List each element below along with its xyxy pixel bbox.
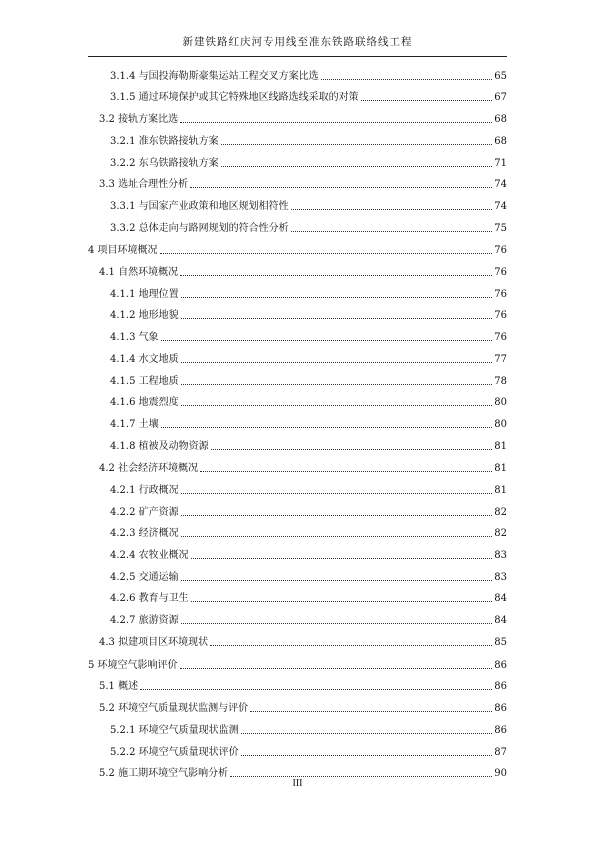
- toc-dot-leader: [140, 688, 492, 690]
- toc-dot-leader: [181, 317, 493, 319]
- toc-entry[interactable]: [88, 549, 507, 562]
- toc-entry[interactable]: [88, 331, 507, 344]
- toc-entry[interactable]: [88, 70, 507, 83]
- toc-entry-page: 86: [494, 660, 507, 671]
- toc-dot-leader: [181, 361, 493, 363]
- toc-entry[interactable]: [88, 266, 507, 279]
- toc-dot-leader: [181, 296, 493, 298]
- toc-entry[interactable]: [88, 592, 507, 605]
- toc-entry-label: 3.3.2 总体走向与路网规划的符合性分析: [110, 223, 289, 234]
- toc-entry[interactable]: [88, 484, 507, 497]
- toc-entry-page: 86: [494, 681, 507, 692]
- toc-entry[interactable]: [88, 353, 507, 366]
- toc-entry-label: 4.1.8 植被及动物资源: [110, 441, 209, 452]
- toc-entry[interactable]: [88, 91, 507, 104]
- toc-dot-leader: [221, 143, 493, 145]
- toc-entry[interactable]: [88, 178, 507, 191]
- toc-entry[interactable]: [88, 702, 507, 715]
- toc-entry[interactable]: [88, 746, 507, 759]
- toc-entry-page: 90: [494, 768, 507, 779]
- toc-dot-leader: [181, 535, 493, 537]
- toc-dot-leader: [211, 448, 493, 450]
- toc-entry-label: 5.2 施工期环境空气影响分析: [99, 768, 229, 779]
- toc-entry-label: 4.2.1 行政概况: [110, 485, 179, 496]
- toc-entry-page: 86: [494, 725, 507, 736]
- toc-entry-page: 76: [494, 310, 507, 321]
- toc-dot-leader: [230, 775, 492, 777]
- toc-entry-label: 5.1 概述: [99, 681, 139, 692]
- toc-entry-page: 84: [494, 615, 507, 626]
- toc-entry-label: 4.1.1 地理位置: [110, 289, 179, 300]
- toc-entry-label: 5.2 环境空气质量现状监测与评价: [99, 703, 249, 714]
- toc-entry[interactable]: [88, 462, 507, 475]
- toc-entry[interactable]: [88, 506, 507, 519]
- toc-entry-page: 68: [494, 136, 507, 147]
- toc-dot-leader: [161, 339, 493, 341]
- toc-entry-page: 81: [494, 441, 507, 452]
- toc-dot-leader: [321, 78, 493, 80]
- header-rule: [88, 56, 507, 57]
- toc-entry-page: 74: [494, 179, 507, 190]
- toc-entry-label: 3.2 接轨方案比选: [99, 114, 179, 125]
- toc-entry[interactable]: [88, 157, 507, 170]
- toc-entry-label: 5.2.1 环境空气质量现状监测: [110, 725, 239, 736]
- toc-entry-label: 3.2.2 东乌铁路接轨方案: [110, 158, 219, 169]
- toc-entry[interactable]: [88, 636, 507, 649]
- toc-entry-label: 4.2 社会经济环境概况: [99, 463, 199, 474]
- toc-dot-leader: [210, 644, 492, 646]
- toc-entry-label: 4.1.7 土壤: [110, 419, 159, 430]
- toc-entry[interactable]: [88, 288, 507, 301]
- toc-entry-page: 71: [494, 158, 507, 169]
- toc-entry[interactable]: [88, 113, 507, 126]
- toc-entry-label: 4.2.4 农牧业概况: [110, 550, 189, 561]
- toc-entry-page: 75: [494, 223, 507, 234]
- toc-entry[interactable]: [88, 614, 507, 627]
- toc-entry-page: 86: [494, 703, 507, 714]
- toc-entry-page: 67: [494, 92, 507, 103]
- toc-entry[interactable]: [88, 418, 507, 431]
- toc-entry-label: 4.1.6 地震烈度: [110, 397, 179, 408]
- toc-dot-leader: [361, 99, 493, 101]
- toc-entry[interactable]: [88, 396, 507, 409]
- toc-entry-page: 85: [494, 637, 507, 648]
- toc-dot-leader: [191, 600, 493, 602]
- toc-dot-leader: [181, 514, 493, 516]
- toc-entry-page: 81: [494, 463, 507, 474]
- running-header: 新建铁路红庆河专用线至准东铁路联络线工程: [182, 36, 413, 48]
- toc-dot-leader: [291, 230, 493, 232]
- toc-entry-label: 3.2.1 准东铁路接轨方案: [110, 136, 219, 147]
- toc-entry-page: 82: [494, 507, 507, 518]
- toc-dot-leader: [250, 710, 492, 712]
- toc-entry-page: 76: [494, 267, 507, 278]
- toc-entry-page: 83: [494, 550, 507, 561]
- toc-entry-label: 3.1.5 通过环境保护或其它特殊地区线路选线采取的对策: [110, 92, 359, 103]
- toc-entry-label: 4.3 拟建项目区环境现状: [99, 637, 209, 648]
- toc-entry-page: 80: [494, 397, 507, 408]
- toc-dot-leader: [191, 557, 493, 559]
- toc-entry-label: 4.2.2 矿产资源: [110, 507, 179, 518]
- toc-entry-page: 78: [494, 376, 507, 387]
- toc-entry[interactable]: [88, 527, 507, 540]
- toc-entry[interactable]: [88, 440, 507, 453]
- toc-entry-page: 74: [494, 201, 507, 212]
- toc-entry-label: 3.3.1 与国家产业政策和地区规划相符性: [110, 201, 289, 212]
- toc-entry[interactable]: [88, 244, 507, 257]
- toc-entry-label: 4.2.5 交通运输: [110, 572, 179, 583]
- toc-dot-leader: [200, 470, 492, 472]
- toc-entry-page: 76: [494, 289, 507, 300]
- toc-entry-label: 4.1.3 气象: [110, 332, 159, 343]
- toc-entry-page: 81: [494, 485, 507, 496]
- toc-dot-leader: [241, 754, 493, 756]
- toc-entry[interactable]: [88, 309, 507, 322]
- toc-entry[interactable]: [88, 659, 507, 672]
- toc-entry-page: 68: [494, 114, 507, 125]
- toc-dot-leader: [180, 667, 493, 669]
- page-number: III: [292, 778, 303, 789]
- toc-entry-label: 4.1.4 水文地质: [110, 354, 179, 365]
- toc-entry-label: 3.3 选址合理性分析: [99, 179, 189, 190]
- toc-entry[interactable]: [88, 375, 507, 388]
- toc-entry-page: 87: [494, 747, 507, 758]
- toc-entry-page: 82: [494, 528, 507, 539]
- toc-dot-leader: [181, 622, 493, 624]
- toc-entry-page: 77: [494, 354, 507, 365]
- toc-entry[interactable]: [88, 135, 507, 148]
- toc-entry-label: 4.1 自然环境概况: [99, 267, 179, 278]
- toc-dot-leader: [291, 208, 493, 210]
- toc-entry-label: 4.2.6 教育与卫生: [110, 593, 189, 604]
- toc-dot-leader: [221, 165, 493, 167]
- toc-dot-leader: [190, 186, 492, 188]
- toc-entry-label: 5 环境空气影响评价: [88, 660, 178, 671]
- toc-dot-leader: [160, 252, 493, 254]
- toc-entry-page: 80: [494, 419, 507, 430]
- toc-entry[interactable]: [88, 571, 507, 584]
- toc-entry-label: 4.2.7 旅游资源: [110, 615, 179, 626]
- toc-dot-leader: [181, 383, 493, 385]
- toc-dot-leader: [180, 274, 492, 276]
- toc-dot-leader: [181, 579, 493, 581]
- toc-entry-label: 4.1.5 工程地质: [110, 376, 179, 387]
- toc-dot-leader: [161, 426, 493, 428]
- toc-dot-leader: [180, 121, 492, 123]
- toc-entry-page: 83: [494, 572, 507, 583]
- toc-entry-label: 5.2.2 环境空气质量现状评价: [110, 747, 239, 758]
- toc-entry-label: 4 项目环境概况: [88, 245, 158, 256]
- toc-dot-leader: [181, 404, 493, 406]
- toc-entry-page: 84: [494, 593, 507, 604]
- toc-entry-label: 4.1.2 地形地貌: [110, 310, 179, 321]
- toc-entry[interactable]: [88, 222, 507, 235]
- toc-entry-page: 76: [494, 332, 507, 343]
- toc-entry[interactable]: [88, 680, 507, 693]
- toc-entry-page: 65: [494, 71, 507, 82]
- toc-dot-leader: [181, 492, 493, 494]
- toc-entry-label: 3.1.4 与国投海勒斯豪集运站工程交叉方案比选: [110, 71, 319, 82]
- toc-entry-label: 4.2.3 经济概况: [110, 528, 179, 539]
- toc-dot-leader: [241, 732, 493, 734]
- toc-entry-page: 76: [494, 245, 507, 256]
- toc-entry[interactable]: [88, 724, 507, 737]
- toc-entry[interactable]: [88, 200, 507, 213]
